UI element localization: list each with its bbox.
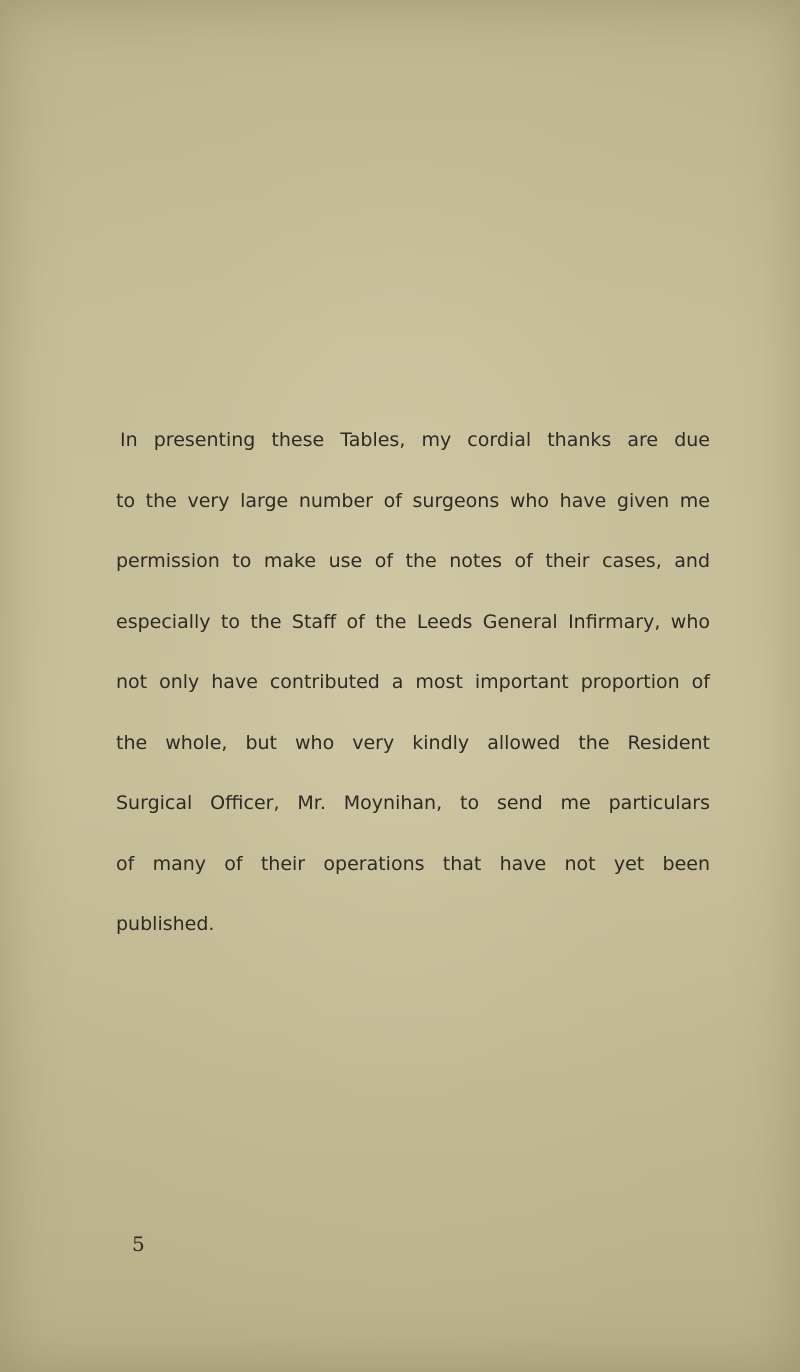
paragraph-line: to the very large number of surgeons who have given me (116, 489, 710, 512)
paragraph-line: not only have contributed a most important proportion of (116, 671, 710, 693)
page-number: 5 (132, 1232, 145, 1256)
acknowledgement-paragraph (116, 410, 710, 955)
paragraph-line: In presenting these Tables, my cordial thanks are due (120, 429, 710, 451)
paragraph-line: of many of their operations that have not yet been (116, 852, 710, 875)
paragraph-line: published. (116, 913, 215, 935)
paragraph-line: especially to the Staff of the Leeds General Infirmary, who (116, 610, 710, 633)
paragraph-line: permission to make use of the notes of their cases, and (116, 550, 710, 572)
paragraph-line: the whole, but who very kindly allowed the Resident (116, 731, 710, 754)
paragraph-line: Surgical Officer, Mr. Moynihan, to send me particulars (116, 792, 710, 814)
